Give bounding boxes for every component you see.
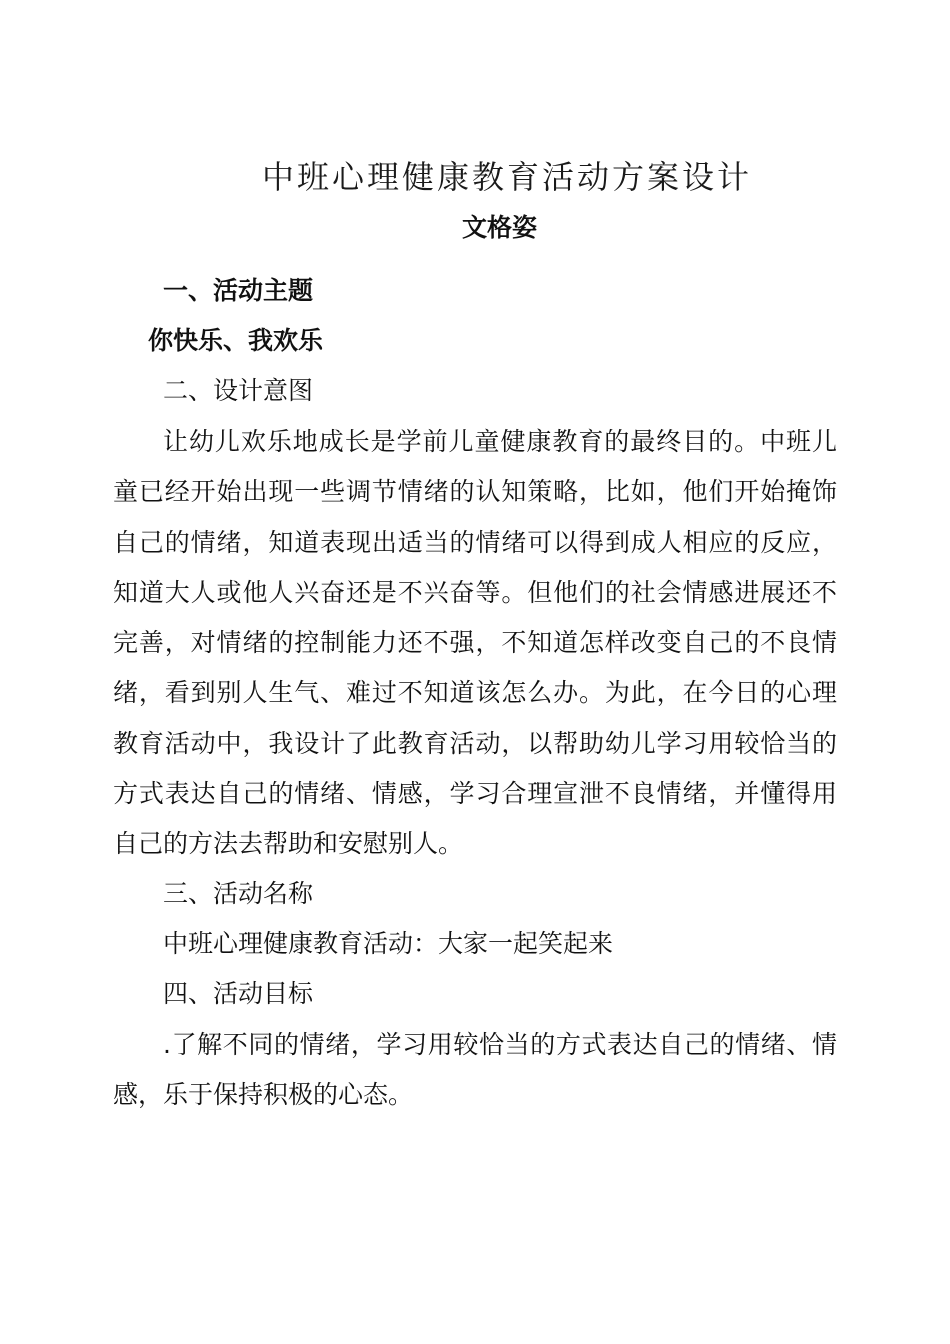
section-content-activity-goal: .了解不同的情绪，学习用较恰当的方式表达自己的情绪、情感，乐于保持积极的心态。 bbox=[113, 1030, 837, 1110]
section-content-design-intent: 让幼儿欢乐地成长是学前儿童健康教育的最终目的。中班儿童已经开始出现一些调节情绪的认知策略，比如，他们开始掩饰自己的情绪，知道表现出适当的情绪可以得到成人相应的反应，知道大人或他人兴奋还是不兴奋等。但他们的社会情感进展还不完善，对情绪的控制能力还不强，不知道怎样改变自己的不良情绪，看到别人生气、难过不知道该怎么办。为此，在今日的心理教育活动中，我设计了此教育活动，以帮助幼儿学习用较恰当的方式表达自己的情绪、情感，学习合理宣泄不良情绪，并懂得用自己的方法去帮助和安慰别人。 bbox=[113, 427, 837, 859]
document-author: 文格姿 bbox=[462, 213, 538, 242]
section-heading-activity-name: 三、活动名称 bbox=[163, 879, 314, 908]
section-heading-activity-goal: 四、活动目标 bbox=[163, 979, 314, 1008]
section-heading-theme: 一、活动主题 bbox=[163, 276, 314, 305]
section-content-theme: 你快乐、我欢乐 bbox=[148, 326, 324, 355]
document-title: 中班心理健康教育活动方案设计 bbox=[262, 158, 753, 196]
section-content-activity-name: 中班心理健康教育活动：大家一起笑起来 bbox=[163, 929, 614, 958]
section-heading-design-intent: 二、设计意图 bbox=[163, 376, 314, 405]
